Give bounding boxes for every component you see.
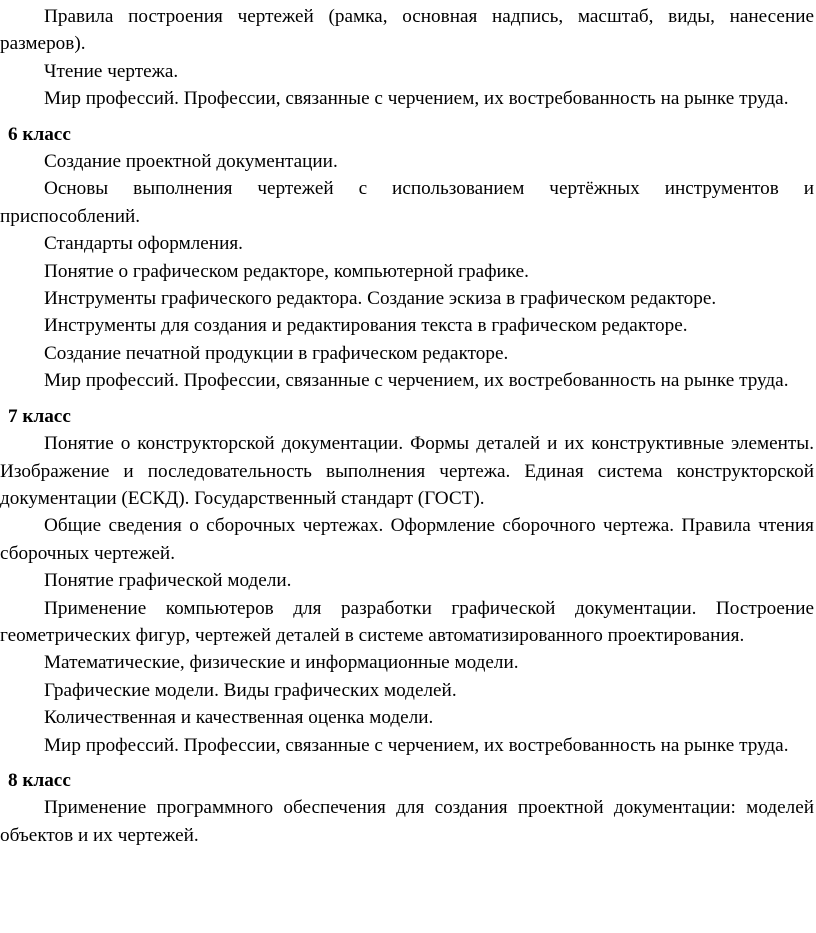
section-grade-8: [0, 767, 814, 849]
paragraph: Мир профессий. Профессии, связанные с черчением, их востребованность на рынке труда.: [44, 734, 789, 756]
paragraph: Понятие о конструкторской документации. Формы деталей и их конструктивные элементы. Изображение и последовательность выполнения чертежа. Единая система конструкторской документации (ЕСКД). Государственный стандарт (ГОСТ).: [0, 433, 814, 509]
paragraph: Понятие графической модели.: [44, 570, 292, 592]
paragraph: Инструменты графического редактора. Создание эскиза в графическом редакторе.: [44, 288, 717, 310]
paragraph: Создание проектной документации.: [44, 151, 338, 173]
paragraph: Инструменты для создания и редактирования текста в графическом редакторе.: [44, 315, 688, 337]
paragraph-reading-drawing: Чтение чертежа.: [44, 60, 179, 82]
paragraph-drawing-rules: Правила построения чертежей (рамка, основная надпись, масштаб, виды, нанесение размеров).: [0, 6, 814, 55]
section-heading: 8 класс: [8, 769, 71, 791]
section-heading: 6 класс: [8, 123, 71, 145]
document-body: [0, 3, 814, 849]
paragraph: Понятие о графическом редакторе, компьютерной графике.: [44, 260, 529, 282]
paragraph: Общие сведения о сборочных чертежах. Оформление сборочного чертежа. Правила чтения сборочных чертежей.: [0, 515, 814, 564]
paragraph: Математические, физические и информационные модели.: [44, 652, 519, 674]
paragraph: Стандарты оформления.: [44, 233, 243, 255]
paragraph: Количественная и качественная оценка модели.: [44, 707, 434, 729]
paragraph: Применение компьютеров для разработки графической документации. Построение геометрических фигур, чертежей деталей в системе автоматизированного проектирования.: [0, 597, 814, 646]
paragraph: Создание печатной продукции в графическом редакторе.: [44, 342, 509, 364]
section-grade-6: [0, 121, 814, 395]
section-heading: 7 класс: [8, 405, 71, 427]
paragraph-professions: Мир профессий. Профессии, связанные с черчением, их востребованность на рынке труда.: [44, 88, 789, 110]
paragraph: Мир профессий. Профессии, связанные с черчением, их востребованность на рынке труда.: [44, 370, 789, 392]
paragraph: Применение программного обеспечения для создания проектной документации: моделей объектов и их чертежей.: [0, 797, 814, 846]
paragraph: Основы выполнения чертежей с использованием чертёжных инструментов и приспособлений.: [0, 178, 814, 227]
section-grade-7: [0, 403, 814, 759]
paragraph: Графические модели. Виды графических моделей.: [44, 679, 457, 701]
